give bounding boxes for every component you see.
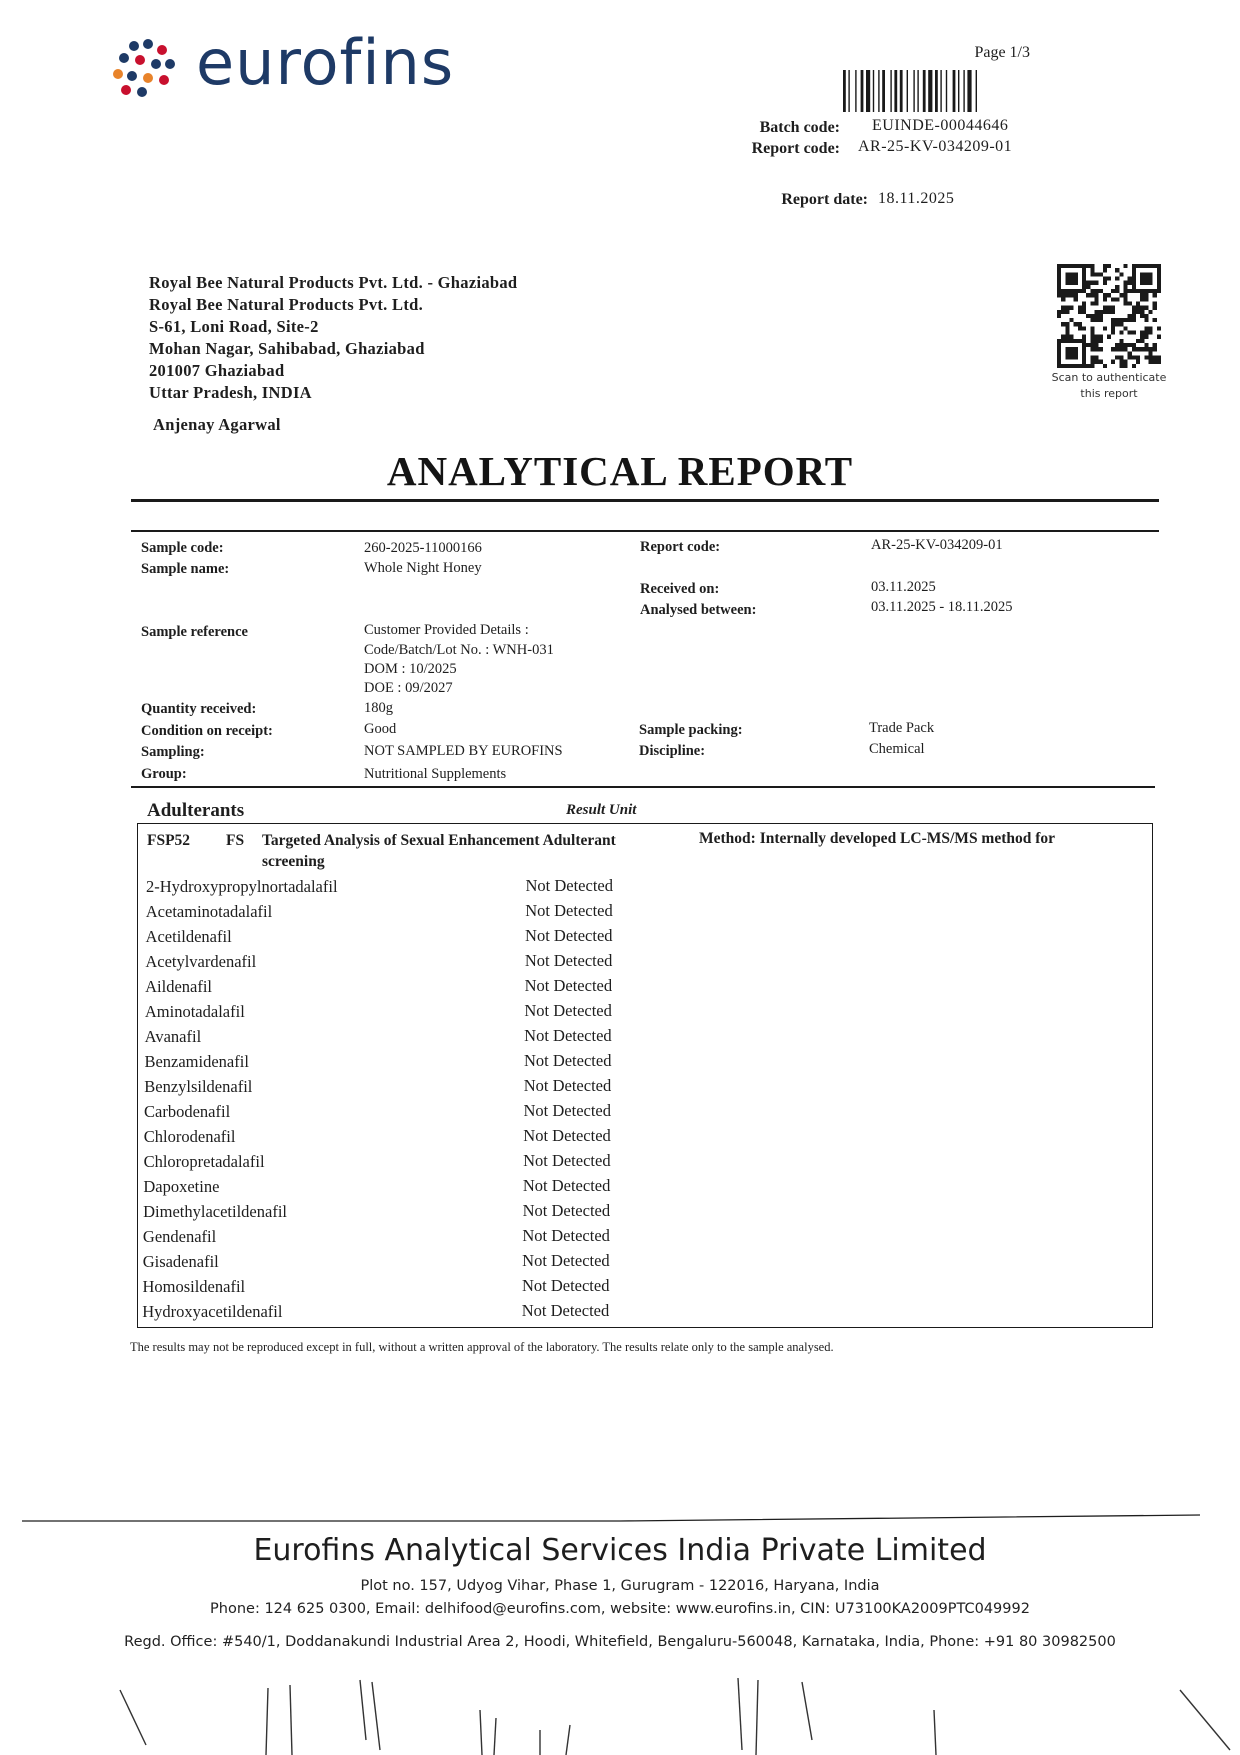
batch-code-label: Batch code: <box>759 119 840 136</box>
sampling-value: NOT SAMPLED BY EUROFINS <box>364 743 563 759</box>
adulterant-name: Acetaminotadalafil <box>145 902 273 921</box>
adulterant-name: Aminotadalafil <box>144 1002 245 1021</box>
analysed-label: Analysed between: <box>640 602 757 618</box>
contact-name: Anjenay Agarwal <box>153 415 281 434</box>
reference-line-2: Code/Batch/Lot No. : WNH-031 <box>364 642 554 658</box>
discipline-value: Chemical <box>869 741 925 757</box>
qr-caption-line-2: this report <box>1080 387 1138 400</box>
adulterant-name: Gendenafil <box>142 1227 217 1246</box>
adulterant-result: Not Detected <box>522 1176 611 1195</box>
adulterant-name: Chlorodenafil <box>143 1127 236 1146</box>
qr-code-icon[interactable] <box>1057 264 1161 368</box>
sample-code-value: 260-2025-11000166 <box>364 540 482 556</box>
adulterant-result: Not Detected <box>521 1276 610 1295</box>
report-code-info-label: Report code: <box>640 539 721 555</box>
qr-caption <box>1044 370 1174 402</box>
address-line-6: Uttar Pradesh, INDIA <box>149 383 312 402</box>
adulterant-name: Hydroxyacetildenafil <box>142 1302 283 1321</box>
adulterant-result: Not Detected <box>525 901 613 920</box>
report-date-value: 18.11.2025 <box>878 190 955 207</box>
reference-line-4: DOE : 09/2027 <box>364 680 453 696</box>
report-code-value: AR-25-KV-034209-01 <box>858 138 1013 155</box>
reference-line-3: DOM : 10/2025 <box>364 661 457 677</box>
quantity-label: Quantity received: <box>141 701 257 717</box>
brand-name: eurofins <box>196 26 455 99</box>
adulterant-result: Not Detected <box>524 1001 612 1020</box>
disclaimer: The results may not be reproduced except in full, without a written approval of the laboratory. The results relate only to the sample analysed. <box>130 1340 834 1354</box>
received-value: 03.11.2025 <box>871 579 936 595</box>
test-code: FSP52 <box>147 832 191 849</box>
packing-value: Trade Pack <box>869 720 935 736</box>
condition-value: Good <box>364 721 397 737</box>
adulterant-name: Chloropretadalafil <box>143 1152 265 1171</box>
packing-label: Sample packing: <box>639 722 743 738</box>
reference-line-1: Customer Provided Details : <box>364 622 529 638</box>
sampling-label: Sampling: <box>141 744 205 760</box>
batch-code-value: EUINDE-00044646 <box>872 117 1009 134</box>
adulterant-name: Acetildenafil <box>145 927 232 946</box>
adulterant-result: Not Detected <box>523 1101 612 1120</box>
received-label: Received on: <box>640 581 720 597</box>
adulterant-result: Not Detected <box>524 976 613 995</box>
address-line-3: S-61, Loni Road, Site-2 <box>149 317 319 336</box>
adulterant-result: Not Detected <box>525 876 613 895</box>
paper-edge-marks <box>0 1670 1240 1755</box>
title-rule <box>131 499 1159 502</box>
discipline-label: Discipline: <box>639 743 706 759</box>
result-unit-heading: Result Unit <box>566 802 637 818</box>
quantity-value: 180g <box>364 700 393 716</box>
address-line-5: 201007 Ghaziabad <box>149 361 285 380</box>
adulterant-result: Not Detected <box>524 951 613 970</box>
address-line-4: Mohan Nagar, Sahibabad, Ghaziabad <box>149 339 425 358</box>
adulterant-result: Not Detected <box>523 1076 612 1095</box>
test-fs: FS <box>226 832 245 849</box>
adulterant-result: Not Detected <box>525 926 613 945</box>
sample-name-label: Sample name: <box>141 561 230 577</box>
adulterant-result: Not Detected <box>523 1151 611 1170</box>
adulterant-name: Dimethylacetildenafil <box>143 1202 287 1221</box>
adulterants-table <box>137 823 1153 1328</box>
info-top-rule <box>131 530 1159 532</box>
adulterant-result: Not Detected <box>523 1051 612 1070</box>
adulterant-name: 2-Hydroxypropylnortadalafil <box>146 877 338 896</box>
adulterants-heading: Adulterants <box>147 800 245 821</box>
analysed-value: 03.11.2025 - 18.11.2025 <box>871 599 1013 615</box>
adulterant-result: Not Detected <box>522 1226 610 1245</box>
group-value: Nutritional Supplements <box>364 766 507 782</box>
adulterant-name: Gisadenafil <box>142 1252 219 1271</box>
adulterant-name: Acetylvardenafil <box>145 952 257 971</box>
footer-registered-office: Regd. Office: #540/1, Doddanakundi Industrial Area 2, Hoodi, Whitefield, Bengaluru-560048, Karnataka, India, Phone: +91 80 30982500 <box>124 1634 1116 1650</box>
footer-company: Eurofins Analytical Services India Private Limited <box>253 1533 987 1568</box>
footer-contact: Phone: 124 625 0300, Email: delhifood@eurofins.com, website: www.eurofins.in, CIN: U73100KA2009PTC049992 <box>210 1601 1030 1617</box>
test-analysis-line-1: Targeted Analysis of Sexual Enhancement Adulterant <box>262 832 616 849</box>
group-label: Group: <box>141 766 187 782</box>
adulterant-name: Avanafil <box>144 1027 202 1046</box>
sample-reference-label: Sample reference <box>141 624 248 640</box>
sample-code-label: Sample code: <box>141 540 224 556</box>
report-code-info-value: AR-25-KV-034209-01 <box>871 537 1003 553</box>
test-method: Method: Internally developed LC-MS/MS method for <box>699 830 1056 847</box>
condition-label: Condition on receipt: <box>141 723 273 739</box>
adulterant-result: Not Detected <box>522 1251 610 1270</box>
adulterant-name: Benzamidenafil <box>144 1052 249 1071</box>
report-date-label: Report date: <box>781 191 868 208</box>
page-number: Page 1/3 <box>974 44 1030 61</box>
report-code-label: Report code: <box>751 140 840 157</box>
adulterant-result: Not Detected <box>521 1301 610 1320</box>
footer-rule <box>20 1512 1220 1526</box>
test-analysis-line-2: screening <box>262 853 325 870</box>
address-line-1: Royal Bee Natural Products Pvt. Ltd. - Ghaziabad <box>149 273 518 292</box>
barcode-icon <box>843 70 1023 112</box>
eurofins-logo-mark-icon <box>112 38 178 100</box>
adulterant-result: Not Detected <box>524 1026 612 1045</box>
adulterant-name: Homosildenafil <box>142 1277 246 1296</box>
adulterant-name: Aildenafil <box>145 977 213 996</box>
info-bottom-rule <box>131 786 1155 788</box>
sample-name-value: Whole Night Honey <box>364 560 482 576</box>
adulterant-name: Dapoxetine <box>143 1177 220 1196</box>
adulterant-name: Benzylsildenafil <box>144 1077 253 1096</box>
address-line-2: Royal Bee Natural Products Pvt. Ltd. <box>149 295 424 314</box>
adulterant-result: Not Detected <box>523 1126 611 1145</box>
footer-address: Plot no. 157, Udyog Vihar, Phase 1, Gurugram - 122016, Haryana, India <box>360 1578 880 1594</box>
adulterant-result: Not Detected <box>522 1201 611 1220</box>
qr-caption-line-1: Scan to authenticate <box>1051 371 1167 384</box>
page-title: ANALYTICAL REPORT <box>386 448 854 494</box>
adulterant-name: Carbodenafil <box>144 1102 231 1121</box>
